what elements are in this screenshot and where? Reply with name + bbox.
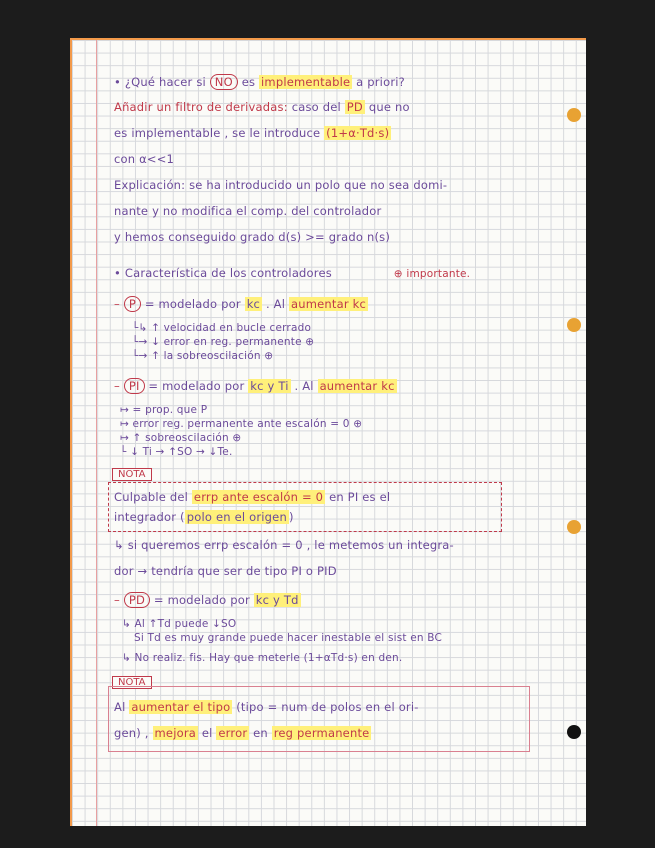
note-line: Explicación: se ha introducido un polo que no sea domi-	[114, 178, 448, 192]
note-line: dor → tendría que ser de tipo PI o PID	[114, 564, 337, 578]
nota-tag: NOTA	[112, 676, 152, 689]
pi-heading: – PI = modelado por kc y Ti . Al aumentar kc	[114, 379, 395, 393]
note-line: integrador ( polo en el origen )	[114, 510, 294, 524]
pi-item: ↦ error reg. permanente ante escalón = 0 ⊕	[120, 418, 363, 430]
note-line: con α<<1	[114, 152, 175, 166]
pi-item: ↦ ↑ sobreoscilación ⊕	[120, 432, 242, 444]
note-line: y hemos conseguido grado d(s) >= grado n(s)	[114, 230, 391, 244]
p-heading: – P = modelado por kc . Al aumentar kc	[114, 297, 367, 311]
note-line: Al aumentar el tipo (tipo = num de polos en el ori-	[114, 700, 419, 714]
pi-item: ↦ = prop. que P	[120, 404, 208, 416]
binder-hole	[567, 725, 581, 739]
notebook-page	[70, 38, 586, 826]
binder-hole	[567, 108, 581, 122]
pd-item: ↳ No realiz. fis. Hay que meterle (1+αTd·s) en den.	[122, 652, 403, 664]
nota-box	[108, 686, 530, 752]
pi-item: └ ↓ Ti → ↑SO → ↓Te.	[120, 446, 233, 458]
note-line: ↳ si queremos errp escalón = 0 , le metemos un integra-	[114, 538, 454, 552]
p-item: └→ ↓ error en reg. permanente ⊕	[132, 336, 315, 348]
binder-hole	[567, 318, 581, 332]
margin-line	[96, 40, 97, 826]
p-item: └→ ↑ la sobreoscilación ⊕	[132, 350, 274, 362]
note-line: es implementable , se le introduce (1+α·Td·s)	[114, 126, 390, 140]
note-line: • Característica de los controladores ⊕ importante.	[114, 266, 471, 280]
pd-item: ↳ Al ↑Td puede ↓SO	[122, 618, 237, 630]
p-item: └↳ ↑ velocidad en bucle cerrado	[132, 322, 312, 334]
note-line: Añadir un filtro de derivadas: caso del PD que no	[114, 100, 410, 114]
note-line: nante y no modifica el comp. del controlador	[114, 204, 382, 218]
pd-heading: – PD = modelado por kc y Td	[114, 593, 299, 607]
nota-tag: NOTA	[112, 468, 152, 481]
note-line: • ¿Qué hacer si NO es implementable a priori?	[114, 75, 405, 89]
note-line: gen) , mejora el error en reg permanente	[114, 726, 370, 740]
note-line: Culpable del errp ante escalón = 0 en PI es el	[114, 490, 391, 504]
binder-hole	[567, 520, 581, 534]
pd-item: Si Td es muy grande puede hacer inestable el sist en BC	[134, 632, 443, 644]
